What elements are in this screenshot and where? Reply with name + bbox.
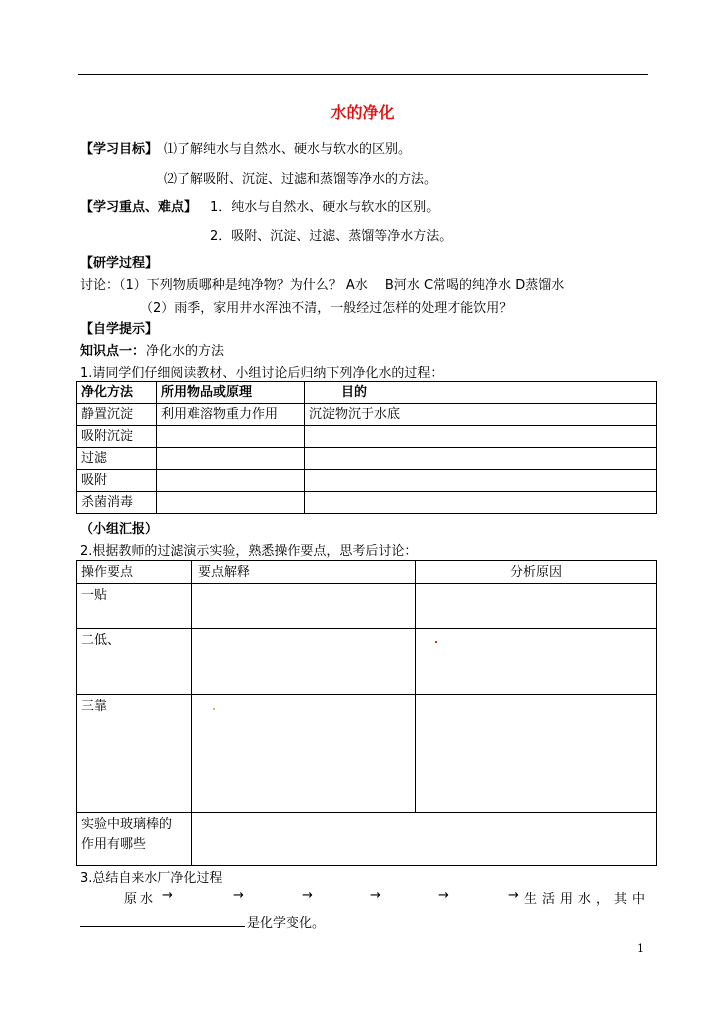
table-cell: 三靠 [77, 695, 192, 813]
table-header-row [77, 561, 657, 584]
process-start: 原水 [124, 892, 157, 907]
table-cell[interactable] [305, 448, 657, 470]
table-header: 所用物品或原理 [157, 382, 305, 404]
table-row [77, 629, 657, 695]
table-row [77, 584, 657, 629]
table-cell[interactable] [416, 584, 657, 629]
table-cell[interactable] [416, 629, 657, 695]
table-header: 操作要点 [77, 561, 192, 584]
table-cell: 沉淀物沉于水底 [305, 404, 657, 426]
table-cell[interactable] [192, 813, 657, 866]
key-point-2: 2．吸附、沉淀、过滤、蒸馏等净水方法。 [210, 229, 453, 244]
table-row [77, 492, 657, 514]
table-header: 净化方法 [77, 382, 157, 404]
discussion-q1: 讨论：（1）下列物质哪种是纯净物？为什么？ A水 B河水 C常喝的纯净水 D蒸馏水 [80, 278, 565, 293]
table-row [77, 470, 657, 492]
glass-rod-question-line2: 作用有哪些 [81, 837, 147, 852]
table-header: 目的 [305, 382, 657, 404]
table-row [77, 426, 657, 448]
table-cell: 杀菌消毒 [77, 492, 157, 514]
process-arrow-icon: → [438, 888, 449, 903]
table-row [77, 448, 657, 470]
table-cell[interactable] [157, 470, 305, 492]
instruction-1: 1.请同学们仔细阅读教材、小组讨论后归纳下列净化水的过程： [80, 366, 444, 381]
objective-1: ⑴了解纯水与自然水、硬水与软水的区别。 [164, 142, 412, 157]
table-cell: 利用难溶物重力作用 [157, 404, 305, 426]
process-end: 生活用水，其中 [524, 892, 651, 907]
objective-2: ⑵了解吸附、沉淀、过滤和蒸馏等净水的方法。 [164, 172, 438, 187]
process-arrow-icon: → [508, 888, 519, 903]
table-cell[interactable] [192, 695, 416, 813]
group-report-label: （小组汇报） [80, 522, 159, 537]
table-cell[interactable] [416, 695, 657, 813]
stray-dot [435, 641, 437, 643]
filtration-table [76, 560, 657, 866]
table-cell: 静置沉淀 [77, 404, 157, 426]
knowledge-point-label: 知识点一： [80, 344, 146, 359]
section-3-heading: 3.总结自来水厂净化过程 [80, 871, 223, 886]
table-cell[interactable] [157, 448, 305, 470]
top-rule [78, 74, 648, 75]
instruction-2: 2.根据教师的过滤演示实验，熟悉操作要点，思考后讨论： [80, 544, 418, 559]
table-cell: 吸附沉淀 [77, 426, 157, 448]
self-study-label: 【自学提示】 [80, 322, 159, 337]
table-row [77, 813, 657, 866]
table-cell [77, 813, 192, 866]
table-cell[interactable] [192, 584, 416, 629]
table-header: 分析原因 [416, 561, 657, 584]
answer-blank[interactable] [80, 926, 245, 927]
table-cell: 过滤 [77, 448, 157, 470]
purification-methods-table [76, 381, 657, 514]
stray-dot [213, 708, 215, 710]
table-row [77, 404, 657, 426]
key-points-label: 【学习重点、难点】 [80, 200, 198, 215]
table-header: 要点解释 [192, 561, 416, 584]
process-arrow-icon: → [233, 888, 244, 903]
page-number: 1 [637, 942, 644, 955]
table-cell: 二低、 [77, 629, 192, 695]
process-suffix: 是化学变化。 [247, 916, 326, 931]
table-cell: 一贴 [77, 584, 192, 629]
key-point-1: 1．纯水与自然水、硬水与软水的区别。 [210, 200, 440, 215]
glass-rod-question-line1: 实验中玻璃棒的 [81, 817, 173, 832]
table-cell[interactable] [305, 492, 657, 514]
table-cell[interactable] [157, 426, 305, 448]
process-arrow-icon: → [162, 888, 173, 903]
table-cell: 吸附 [77, 470, 157, 492]
page-title: 水的净化 [330, 103, 395, 122]
table-cell[interactable] [192, 629, 416, 695]
table-row [77, 695, 657, 813]
process-arrow-icon: → [302, 888, 313, 903]
objectives-label: 【学习目标】 [80, 142, 159, 157]
discussion-q2: （2）雨季，家用井水浑浊不清，一般经过怎样的处理才能饮用？ [140, 301, 513, 316]
research-label: 【研学过程】 [80, 256, 159, 271]
table-header-row [77, 382, 657, 404]
table-cell[interactable] [305, 426, 657, 448]
table-cell[interactable] [305, 470, 657, 492]
knowledge-point-text: 净化水的方法 [146, 344, 225, 359]
process-arrow-icon: → [370, 888, 381, 903]
table-cell[interactable] [157, 492, 305, 514]
